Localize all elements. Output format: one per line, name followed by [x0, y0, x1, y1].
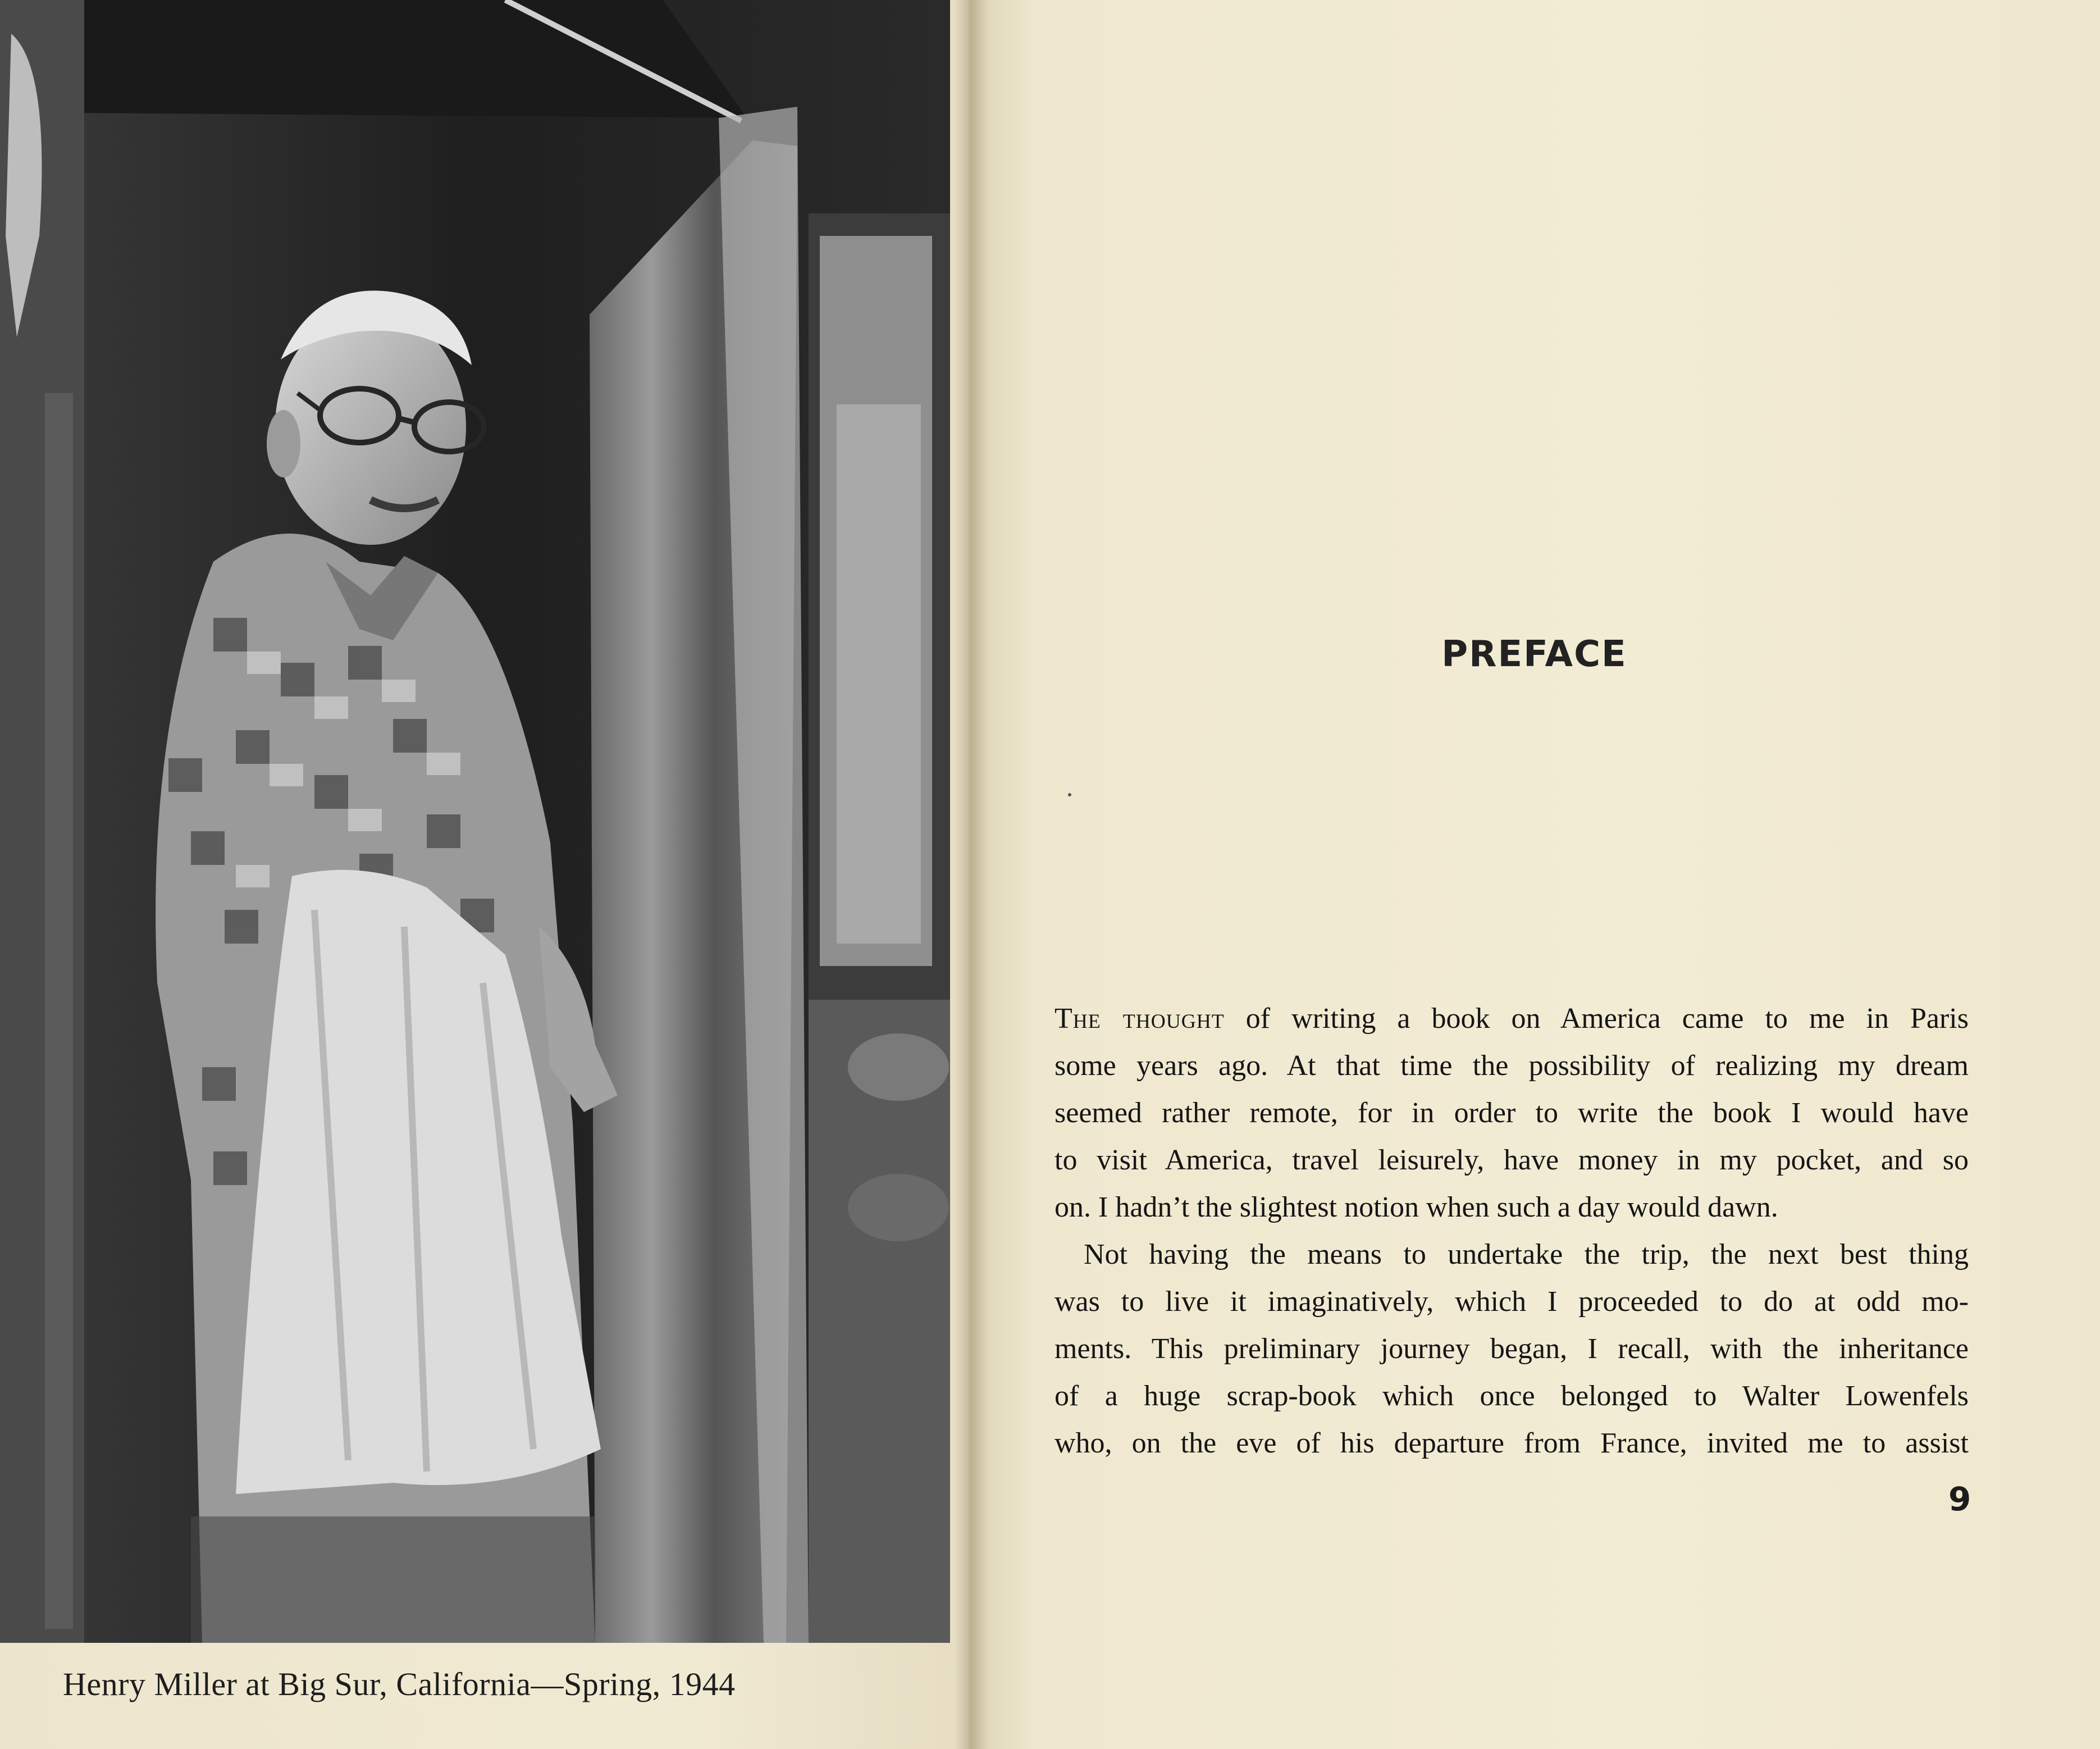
photo-caption: Henry Miller at Big Sur, California—Spring, 1944: [63, 1666, 736, 1702]
right-page: [969, 0, 2100, 1749]
paragraph-1-line-4: to visit America, travel leisurely, have money in my pocket, and so: [1054, 1144, 1969, 1176]
paragraph-2-line-5: who, on the eve of his departure from France, invited me to assist: [1054, 1427, 1969, 1459]
ink-speck: [1068, 793, 1071, 796]
paragraph-1: [1054, 995, 1969, 1231]
lead-in: The thought: [1054, 1003, 1225, 1035]
paragraph-2-line-1: Not having the means to undertake the trip, the next best thing: [1084, 1238, 1969, 1270]
paragraph-1-line-2: some years ago. At that time the possibility of realizing my dream: [1054, 1050, 1969, 1082]
paragraph-2: [1054, 1231, 1969, 1467]
gutter-shadow: [955, 0, 988, 1749]
paragraph-1-line-1: The thought of writing a book on America came to me in Paris: [1054, 1003, 1969, 1035]
paragraph-2-line-4: of a huge scrap-book which once belonged to Walter Lowenfels: [1054, 1380, 1969, 1412]
chapter-heading: PREFACE: [1441, 634, 1627, 675]
paragraph-2-line-2: was to live it imaginatively, which I proceeded to do at odd mo-: [1054, 1286, 1969, 1318]
preface-body: [1054, 995, 1969, 1467]
page-number: 9: [1948, 1480, 1971, 1518]
frontispiece-photo: [0, 0, 950, 1643]
paragraph-1-line-5: on. I hadn’t the slightest notion when such a day would dawn.: [1054, 1191, 1778, 1223]
left-page: [0, 0, 969, 1749]
paragraph-2-line-3: ments. This preliminary journey began, I recall, with the inheritance: [1054, 1333, 1969, 1365]
paragraph-1-line-3: seemed rather remote, for in order to write the book I would have: [1054, 1097, 1969, 1129]
